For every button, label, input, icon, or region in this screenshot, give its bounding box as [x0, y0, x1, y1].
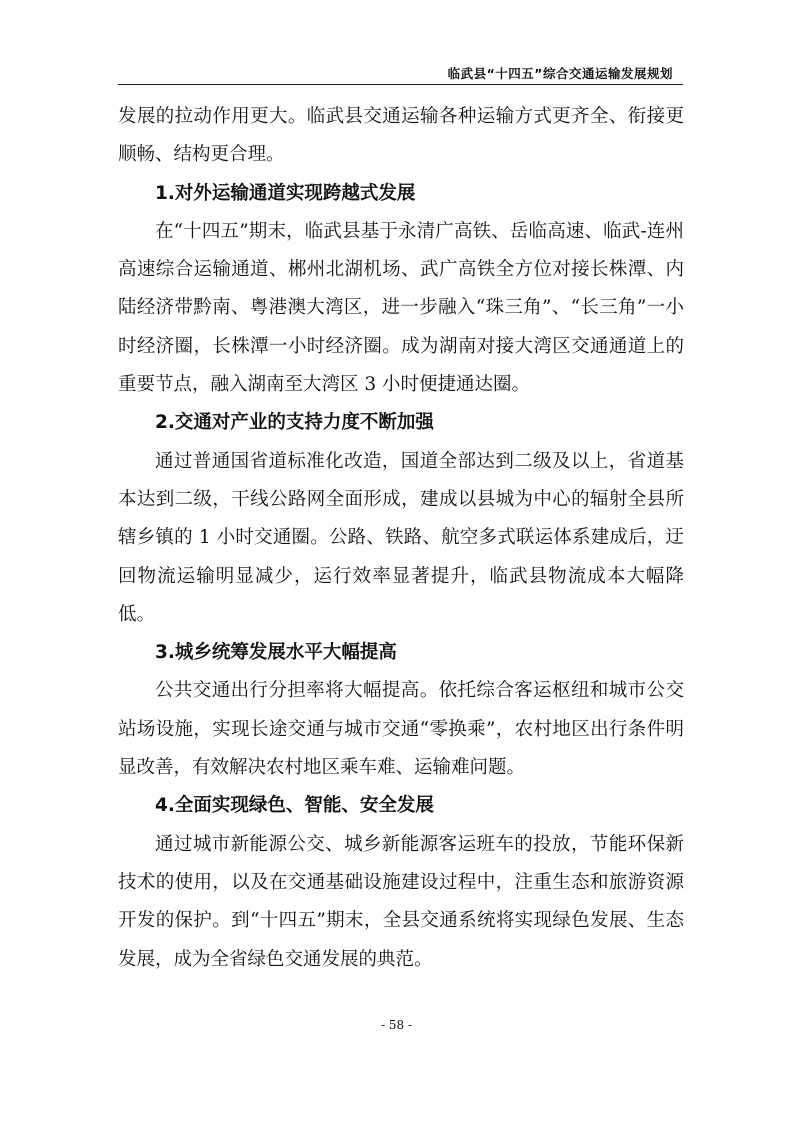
- section-1-body: 在“十四五”期末，临武县基于永清广高铁、岳临高速、临武-连州高速综合运输通道、郴州北湖机场、武广高铁全方位对接长株潭、内陆经济带黔南、粤港澳大湾区，进一步融入“珠三角”、“长三角”一小时经济圈，长株潭一小时经济圈。成为湖南对接大湾区交通通道上的重要节点，融入湖南至大湾区 3 小时便捷通达圈。: [118, 220, 684, 396]
- section-4-body: 通过城市新能源公交、城乡新能源客运班车的投放，节能环保新技术的使用，以及在交通基础设施建设过程中，注重生态和旅游资源开发的保护。到“十四五”期末，全县交通系统将实现绿色发展、生态发展，成为全省绿色交通发展的典范。: [118, 833, 684, 970]
- header-rule: [118, 84, 683, 85]
- page-number: - 58 -: [380, 1018, 412, 1032]
- section-3-body: 公共交通出行分担率将大幅提高。依托综合客运枢纽和城市公交站场设施，实现长途交通与城市交通“零换乘”，农村地区出行条件明显改善，有效解决农村地区乘车难、运输难问题。: [118, 680, 684, 779]
- section-1-heading: 1.对外运输通道实现跨越式发展: [155, 182, 416, 204]
- opening-paragraph: 发展的拉动作用更大。临武县交通运输各种运输方式更齐全、衔接更顺畅、结构更合理。: [118, 106, 684, 166]
- section-2-heading: 2.交通对产业的支持力度不断加强: [155, 412, 434, 434]
- page-body: [118, 98, 684, 979]
- section-4-heading: 4.全面实现绿色、智能、安全发展: [155, 795, 434, 817]
- section-2-body: 通过普通国省道标准化改造，国道全部达到二级及以上，省道基本达到二级，干线公路网全面形成，建成以县城为中心的辐射全县所辖乡镇的 1 小时交通圈。公路、铁路、航空多式联运体系建成后，迂回物流运输明显减少，运行效率显著提升，临武县物流成本大幅降低。: [118, 450, 684, 625]
- running-header: 临武县“十四五”综合交通运输发展规划: [447, 66, 673, 81]
- section-3-heading: 3.城乡统筹发展水平大幅提高: [155, 642, 397, 664]
